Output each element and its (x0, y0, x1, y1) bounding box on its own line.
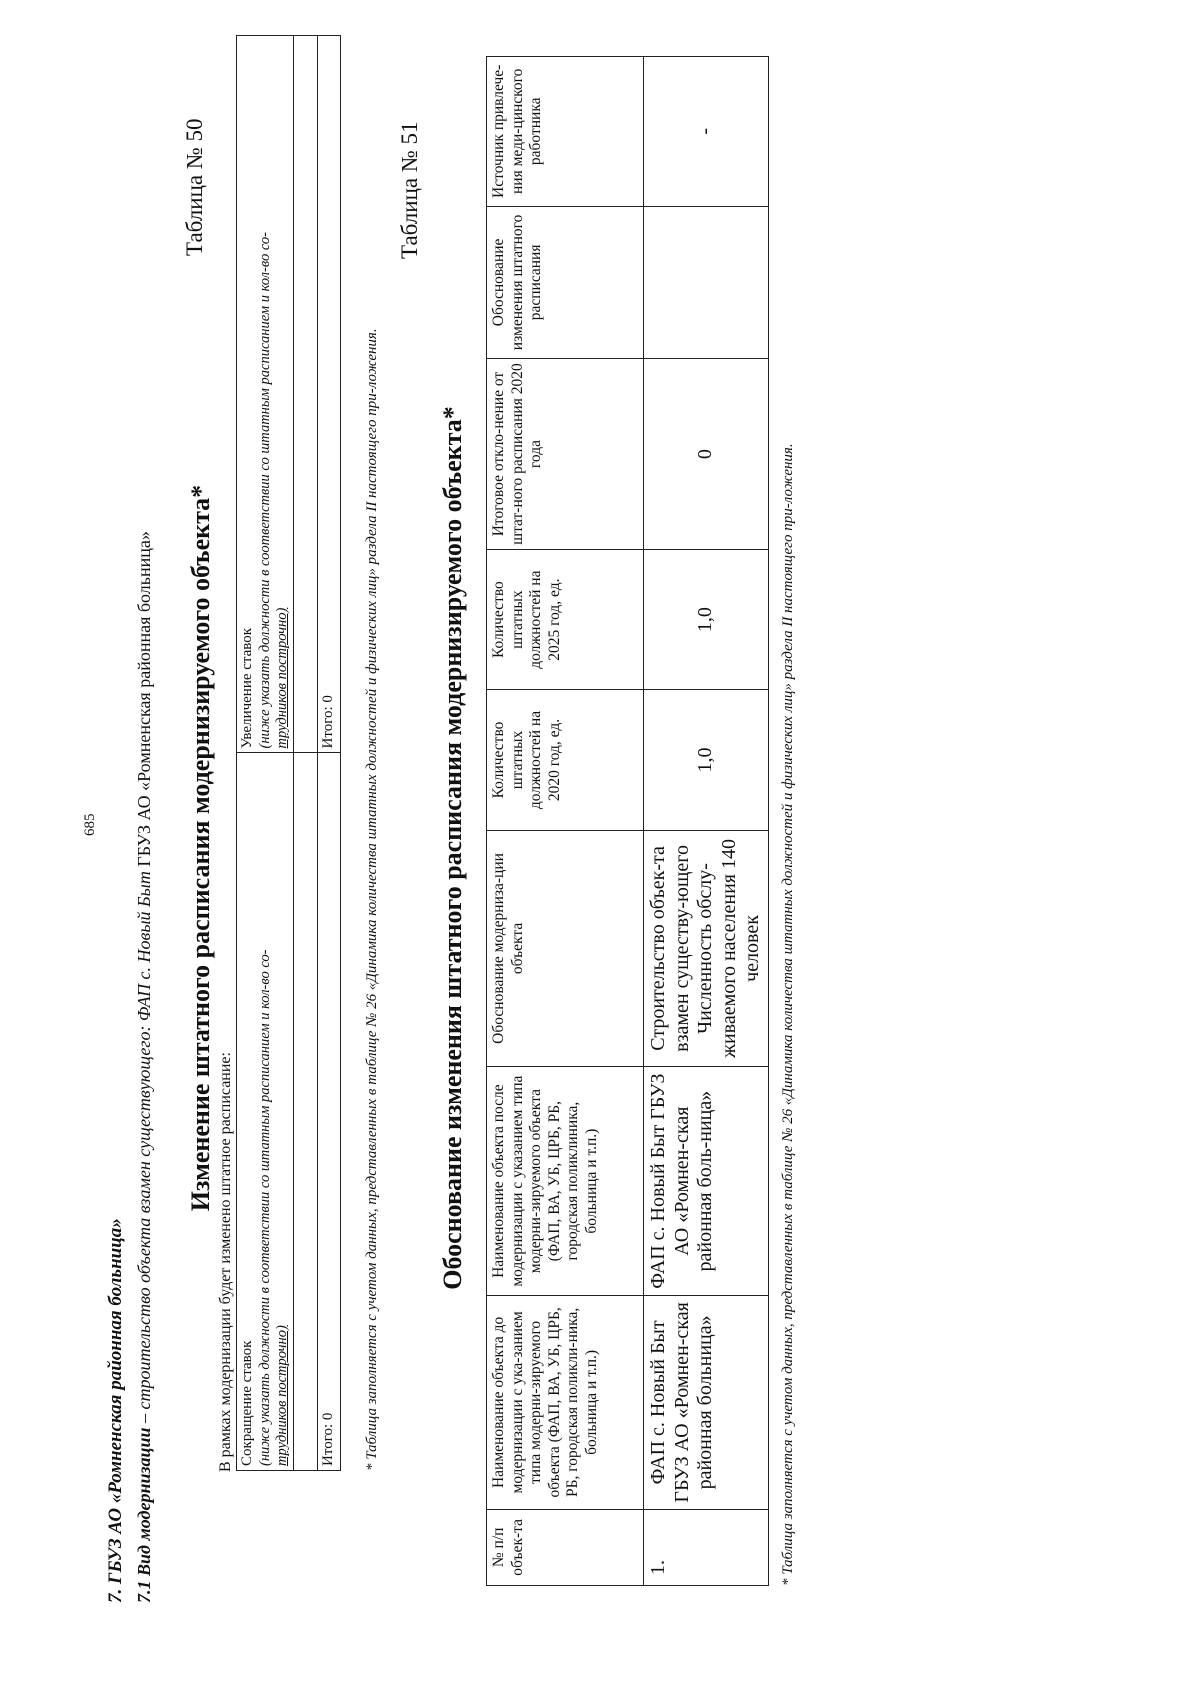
table-50-footnote: * Таблица заполняется с учетом данных, представленных в таблице № 26 «Динамика количества штатных должностей и физических лиц» раздела II настоящего при-ложения. (364, 328, 380, 1471)
staffing-justification-table (486, 56, 769, 1586)
header-after: Наименование объекта после модернизации с указанием типа модерни-зируемого объекта (ФАП, ВА, УБ, ЦРБ, РБ, городская поликлиника, больница и т.п.) (487, 1067, 644, 1296)
cell-reason-line-2: Численность обслу-живаемого населения 140 человек (694, 839, 764, 1058)
subtitle-organization: ГБУЗ АО «Ромненская районная больница» (134, 531, 154, 867)
subtitle-object: – строительство объекта взамен существующего: ФАП с. Новый Быт (134, 866, 154, 1428)
header-justification: Обоснование изменения штатного расписания (487, 206, 644, 359)
cell-reason (644, 830, 769, 1067)
reduction-note-text: (ниже указать должности в соответствии со штатным расписанием и кол-во со- (256, 949, 273, 1466)
header-before: Наименование объекта до модернизации с ука-занием типа модерни-зируемого объекта (ФАП, ВА, УБ, ЦРБ, РБ, городская поликли-ника, больница и т.п.) (487, 1296, 644, 1510)
table-51-footnote: * Таблица заполняется с учетом данных, представленных в таблице № 26 «Динамика количества штатных должностей и физических лиц» раздела II настоящего при-ложения. (780, 443, 796, 1586)
staffing-change-table (236, 35, 341, 1471)
increase-note (257, 40, 291, 749)
table-50-intro: В рамках модернизации будет изменено штатное расписание: (217, 1052, 234, 1472)
cell-count-2025: 1,0 (644, 549, 769, 689)
table-50-number: Таблица № 50 (182, 118, 207, 256)
cell-deviation: 0 (644, 359, 769, 550)
cell-after: ФАП с. Новый Быт ГБУЗ АО «Ромнен-ская районная боль-ница» (644, 1067, 769, 1296)
section-title: 7. ГБУЗ АО «Ромненская районная больница» (105, 1218, 126, 1603)
cell-num: 1. (644, 1509, 769, 1585)
reduction-empty-cell (293, 753, 317, 1471)
reduction-note (257, 758, 291, 1467)
cell-count-2020: 1,0 (644, 690, 769, 830)
reduction-header-cell (237, 753, 294, 1471)
header-reason: Обоснование модерниза-ции объекта (487, 830, 644, 1067)
increase-title: Увеличение ставок (239, 627, 255, 749)
header-source: Источник привлече-ния меди-цинского работника (487, 57, 644, 207)
header-count-2025: Количество штатных должностей на 2025 год, ед. (487, 549, 644, 689)
increase-header-cell (237, 36, 294, 754)
table-row (644, 57, 769, 1586)
reduction-total: Итого: 0 (317, 753, 340, 1471)
header-deviation: Итоговое откло-нение от штат-ного расписания 2020 года (487, 359, 644, 550)
table-51-heading: Обоснование изменения штатного расписания модернизируемого объекта* (438, 406, 467, 1290)
table-51-number: Таблица № 51 (397, 121, 422, 259)
increase-note-text-2: трудников построчно) (273, 607, 290, 749)
header-num: № п/п объек-та (487, 1509, 644, 1585)
increase-total: Итого: 0 (317, 36, 340, 754)
cell-source: - (644, 57, 769, 207)
reduction-title: Сокращение ставок (239, 1340, 255, 1466)
table-50-heading: Изменение штатного расписания модернизируемого объекта* (186, 484, 215, 1212)
increase-note-text: (ниже указать должности в соответствии со штатным расписанием и кол-во со- (256, 232, 273, 749)
cell-reason-line-1: Строительство объек-та взамен существу-ющего (647, 845, 693, 1052)
cell-justification (644, 206, 769, 359)
header-count-2020: Количество штатных должностей на 2020 год, ед. (487, 690, 644, 830)
page-number: 685 (82, 813, 98, 836)
reduction-note-text-2: трудников построчно) (273, 1325, 290, 1466)
subtitle-lead: 7.1 Вид модернизации (134, 1427, 154, 1603)
table-header-row (487, 57, 644, 1586)
section-subtitle (134, 531, 155, 1603)
increase-empty-cell (293, 36, 317, 754)
cell-before: ФАП с. Новый Быт ГБУЗ АО «Ромнен-ская районная больница» (644, 1296, 769, 1510)
